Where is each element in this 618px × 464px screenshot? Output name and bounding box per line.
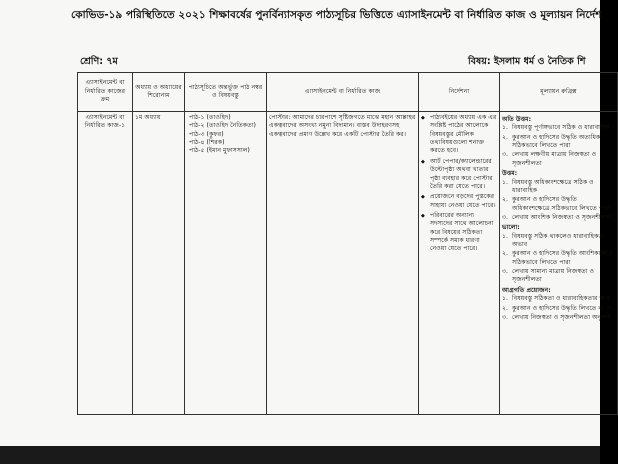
instruction-item: ◆ আর্ট পেপার/ক্যালেন্ডারের উল্টোপৃষ্ঠা অথবা খাতার পৃষ্ঠা ব্যবহার করে পোস্টার তৈরি করা যেতে পারে। [430, 158, 497, 191]
document-title: কোভিড-১৯ পরিস্থিতিতে ২০২১ শিক্ষাবর্ষের পুনর্বিন্যাসকৃত পাঠ্যসূচির ভিত্তিতে এ্যাসাইনমেন্ট বা নির্ধারিত কাজ ও মূল্যায়ন নির্দেশ [71, 9, 602, 21]
header-assignment-task: এ্যাসাইনমেন্ট বা নির্ধারিত কাজ [267, 73, 419, 112]
instructions-list [421, 114, 497, 254]
rubric-item: ২. কুরআন ও হাদিসের উদ্ধৃতি লিখতে না পা [502, 304, 612, 312]
rubric-heading: উত্তম: [502, 170, 518, 178]
instruction-item: ◆ পরিবারের অন্যান্য সদস্যদের সাথে আলোচনা করে বিষয়ের সঠিকতা সম্পর্কে সম্যক ধারণা নেওয়া যেতে পারে। [430, 212, 497, 254]
rubric-cell [500, 112, 618, 415]
rubric-item: ৩. লেখায় সামান্য মাত্রায় নিজস্বতা ও সৃজনশীলতা [502, 268, 595, 284]
lesson-item: পাঠ-৩ (কুফর) [189, 130, 224, 138]
lesson-item: পাঠ-১ (তাওহিদ) [189, 114, 231, 121]
header-chapter: অধ্যায় ও অধ্যায়ের শিরোনাম [133, 73, 185, 112]
scan-border [0, 446, 600, 464]
rubric-item: ২. কুরআন ও হাদিসের উদ্ধৃতি অত্যধিক সঠিকভাবে লিখতে পারা [502, 133, 601, 150]
rubric-item: ১. বিষয়বস্তু পূর্ণাঙ্গভাবে সঠিক ও ধারাবাহিক [502, 124, 610, 132]
rubric-item: ৩. লেখায় আংশিক নিজস্বতা ও সৃজনশীলতা [502, 213, 612, 221]
assignment-table [77, 72, 618, 415]
rubric-item: ১. বিষয়বস্তু সঠিকতা ও ধারাবাহিকতার অভ [502, 295, 610, 303]
assignment-cell: এ্যাসাইনমেন্ট বা নির্ধারিত কাজ-১ [78, 112, 133, 415]
instructions-cell [419, 112, 500, 415]
rubric-heading: অতি উত্তম: [502, 116, 532, 123]
subject-label: বিষয়: ইসলাম ধর্ম ও নৈতিক শি [468, 56, 586, 67]
table-row [78, 112, 618, 415]
instruction-item: ◆ প্রয়োজনে বড়দের পুস্তকের সাহায্য নেওয়া যেতে পারে। [430, 193, 497, 210]
header-assignment-order: এ্যাসাইনমেন্ট বা নির্ধারিত কাজের ক্রম [78, 73, 133, 112]
lesson-item: পাঠ-৫ (ইমান মুফাসসাল) [189, 147, 250, 155]
activity-cell: পোস্টার: আমাদের চারপাশে সৃষ্টিজগতে মাঝে মহান আল্লাহর একত্ববাদের অসংখ্য নমুনা বিদ্যমান। বাস্তব উদাহরণসহ একত্ববাদের প্রমাণ উল্লেখ করে একটি পোস্টার তৈরি কর। [267, 112, 419, 415]
lesson-item: পাঠ-২ (তাওহিদ নৈতিকতা) [189, 122, 256, 130]
header-lessons: পাঠ্যসূচিতে অন্তর্ভুক্ত পাঠ নম্বর ও বিষয়বস্তু [185, 73, 267, 112]
lesson-item: পাঠ-৪ (শিরক) [189, 139, 225, 147]
chapter-cell: ১ম অধ্যায় [133, 112, 185, 415]
class-label: শ্রেণি: ৭ম [80, 56, 118, 67]
header-rubric: মূল্যায়ন রুব্রিক্স [500, 73, 618, 112]
lessons-cell [185, 112, 267, 415]
rubric-item: ১. বিষয়বস্তু সঠিক থাকলেও ধারাবাহিকতা অভাব [502, 232, 605, 249]
rubric-item: ৩. লেখায় লক্ষণীয় মাত্রায় নিজস্বতা ও সৃজনশীলতা [502, 151, 597, 167]
header-instructions: নির্দেশনা [419, 73, 500, 112]
rubric-heading: ভালো: [502, 224, 520, 232]
rubric-item: ২. কুরআন ও হাদিসের উদ্ধৃতি আংশিকক্ষেত্রে সঠিকভাবে লিখতে পারা [502, 250, 614, 266]
rubric-item: ৩. লেখায় নিজস্বতা ও সৃজনশীলতা অনুপস্থি [502, 313, 612, 321]
table-header-row [78, 73, 618, 112]
instruction-item: ◆ পাঠ্যবইয়ের অধ্যায় এক এর সংশ্লিষ্ট পাঠের আলোকে বিষয়বস্তুর মৌলিক তথ্যবিষয়গুলো শনাক্ত করতে হবে। [430, 114, 497, 156]
rubric-item: ১. বিষয়বস্তু অধিকাংশক্ষেত্রে সঠিক ও ধারাবাহিক [502, 178, 594, 194]
rubric-heading: আগ্রগতি প্রয়োজন: [502, 286, 551, 294]
rubric-item: ২. কুরআন ও হাদিসের উদ্ধৃতি অধিকাংশক্ষেত্রে সঠিকভাবে লিখতে পারা [502, 196, 611, 212]
